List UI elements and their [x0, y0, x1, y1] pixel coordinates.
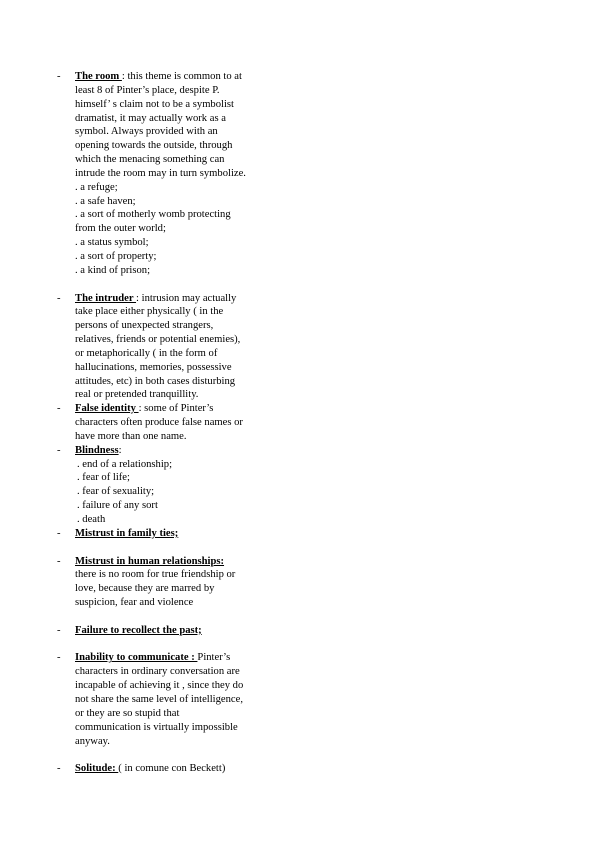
item-text-line: himself’ s claim not to be a symbolist — [75, 98, 234, 110]
item-text-line: relatives, friends or potential enemies), — [75, 334, 241, 346]
list-dash: - — [57, 292, 61, 304]
item-first-line — [75, 555, 287, 569]
list-item-mistrust-family — [57, 527, 287, 541]
sub-point: . a status symbol; — [75, 237, 149, 249]
item-text-line: : — [118, 444, 122, 456]
spacer — [57, 638, 287, 652]
item-text-line: intrude the room may in turn symbolize. — [75, 167, 246, 179]
item-text-line: there is no room for true friendship or — [75, 569, 236, 581]
list-item-false-identity — [57, 402, 287, 444]
sub-point: . a sort of property; — [75, 250, 157, 262]
sub-point: . a kind of prison; — [75, 264, 151, 276]
item-text-line: ( in comune con Beckett) — [118, 763, 226, 775]
item-text-line: take place either physically ( in the — [75, 306, 224, 318]
item-text-line: characters in ordinary conversation are — [75, 666, 240, 678]
spacer — [57, 278, 287, 292]
list-dash: - — [57, 527, 61, 539]
list-item-inability-communicate — [57, 651, 287, 748]
sub-point: . a sort of motherly womb protecting — [75, 209, 231, 221]
item-text-line: hallucinations, memories, possessive — [75, 361, 232, 373]
sub-point: . failure of any sort — [77, 500, 158, 512]
item-first-line — [75, 624, 287, 638]
spacer — [57, 610, 287, 624]
item-first-line — [75, 762, 287, 776]
item-first-line — [75, 444, 287, 458]
item-text-line: : some of Pinter’s — [138, 403, 214, 415]
item-first-line — [75, 527, 287, 541]
sub-point: . a safe haven; — [75, 195, 136, 207]
item-text-line: which the menacing something can — [75, 154, 225, 166]
list-dash: - — [57, 444, 61, 456]
item-text-line: real or pretended tranquillity. — [75, 389, 199, 401]
item-text-line: or they are so stupid that — [75, 707, 180, 719]
item-term: False identity — [75, 403, 139, 415]
item-text-line: : intrusion may actually — [136, 292, 237, 304]
list-item-failure-recollect — [57, 624, 287, 638]
sub-point: . fear of sexuality; — [77, 486, 155, 498]
item-text-line: incapable of achieving it , since they do — [75, 680, 244, 692]
list-item-mistrust-relationships — [57, 555, 287, 610]
item-text-line: least 8 of Pinter’s place, despite P. — [75, 84, 220, 96]
item-term: Mistrust in family ties; — [75, 527, 179, 539]
item-text-line: : this theme is common to at — [121, 71, 242, 82]
item-term: The room — [75, 71, 122, 82]
item-term: Inability to communicate : — [75, 652, 198, 664]
item-first-line — [75, 292, 287, 306]
list-dash: - — [57, 763, 61, 775]
item-text-line: persons of unexpected strangers, — [75, 320, 214, 332]
list-dash: - — [57, 403, 61, 415]
sub-point: . a refuge; — [75, 181, 118, 193]
item-text-line: opening towards the outside, through — [75, 140, 233, 152]
list-item-solitude — [57, 762, 287, 776]
sub-point: from the outer world; — [75, 223, 166, 235]
list-dash: - — [57, 624, 61, 636]
list-dash: - — [57, 71, 61, 82]
item-text-line: not share the same level of intelligence, — [75, 693, 243, 705]
item-text-line: Pinter’s — [197, 652, 231, 664]
item-text-line: attitudes, etc) in both cases disturbing — [75, 375, 236, 387]
item-term: Mistrust in human relationships: — [75, 555, 225, 567]
item-text-line: suspicion, fear and violence — [75, 597, 194, 609]
spacer — [57, 541, 287, 555]
item-term: The intruder — [75, 292, 137, 304]
item-first-line — [75, 70, 287, 84]
item-text-line: have more than one name. — [75, 430, 187, 442]
item-term: Blindness — [75, 444, 119, 456]
item-text-line: love, because they are marred by — [75, 583, 215, 595]
item-text-line: dramatist, it may actually work as a — [75, 112, 226, 124]
sub-point: . end of a relationship; — [77, 458, 173, 470]
item-text-line: symbol. Always provided with an — [75, 126, 218, 138]
item-text-line: anyway. — [75, 735, 110, 747]
item-text-line: or metaphorically ( in the form of — [75, 347, 218, 359]
item-first-line — [75, 651, 287, 665]
item-term: Failure to recollect the past; — [75, 624, 202, 636]
sub-point: . fear of life; — [77, 472, 130, 484]
sub-point: . death — [77, 514, 106, 525]
item-text-line: communication is virtually impossible — [75, 721, 238, 733]
theme-list — [57, 70, 287, 776]
list-dash: - — [57, 555, 61, 567]
spacer — [57, 748, 287, 762]
list-item-blindness — [57, 444, 287, 527]
item-first-line — [75, 402, 287, 416]
item-text-line: characters often produce false names or — [75, 417, 243, 429]
list-dash: - — [57, 652, 61, 664]
list-item-the-room — [57, 70, 287, 278]
item-term: Solitude: — [75, 763, 119, 775]
list-item-the-intruder — [57, 292, 287, 403]
